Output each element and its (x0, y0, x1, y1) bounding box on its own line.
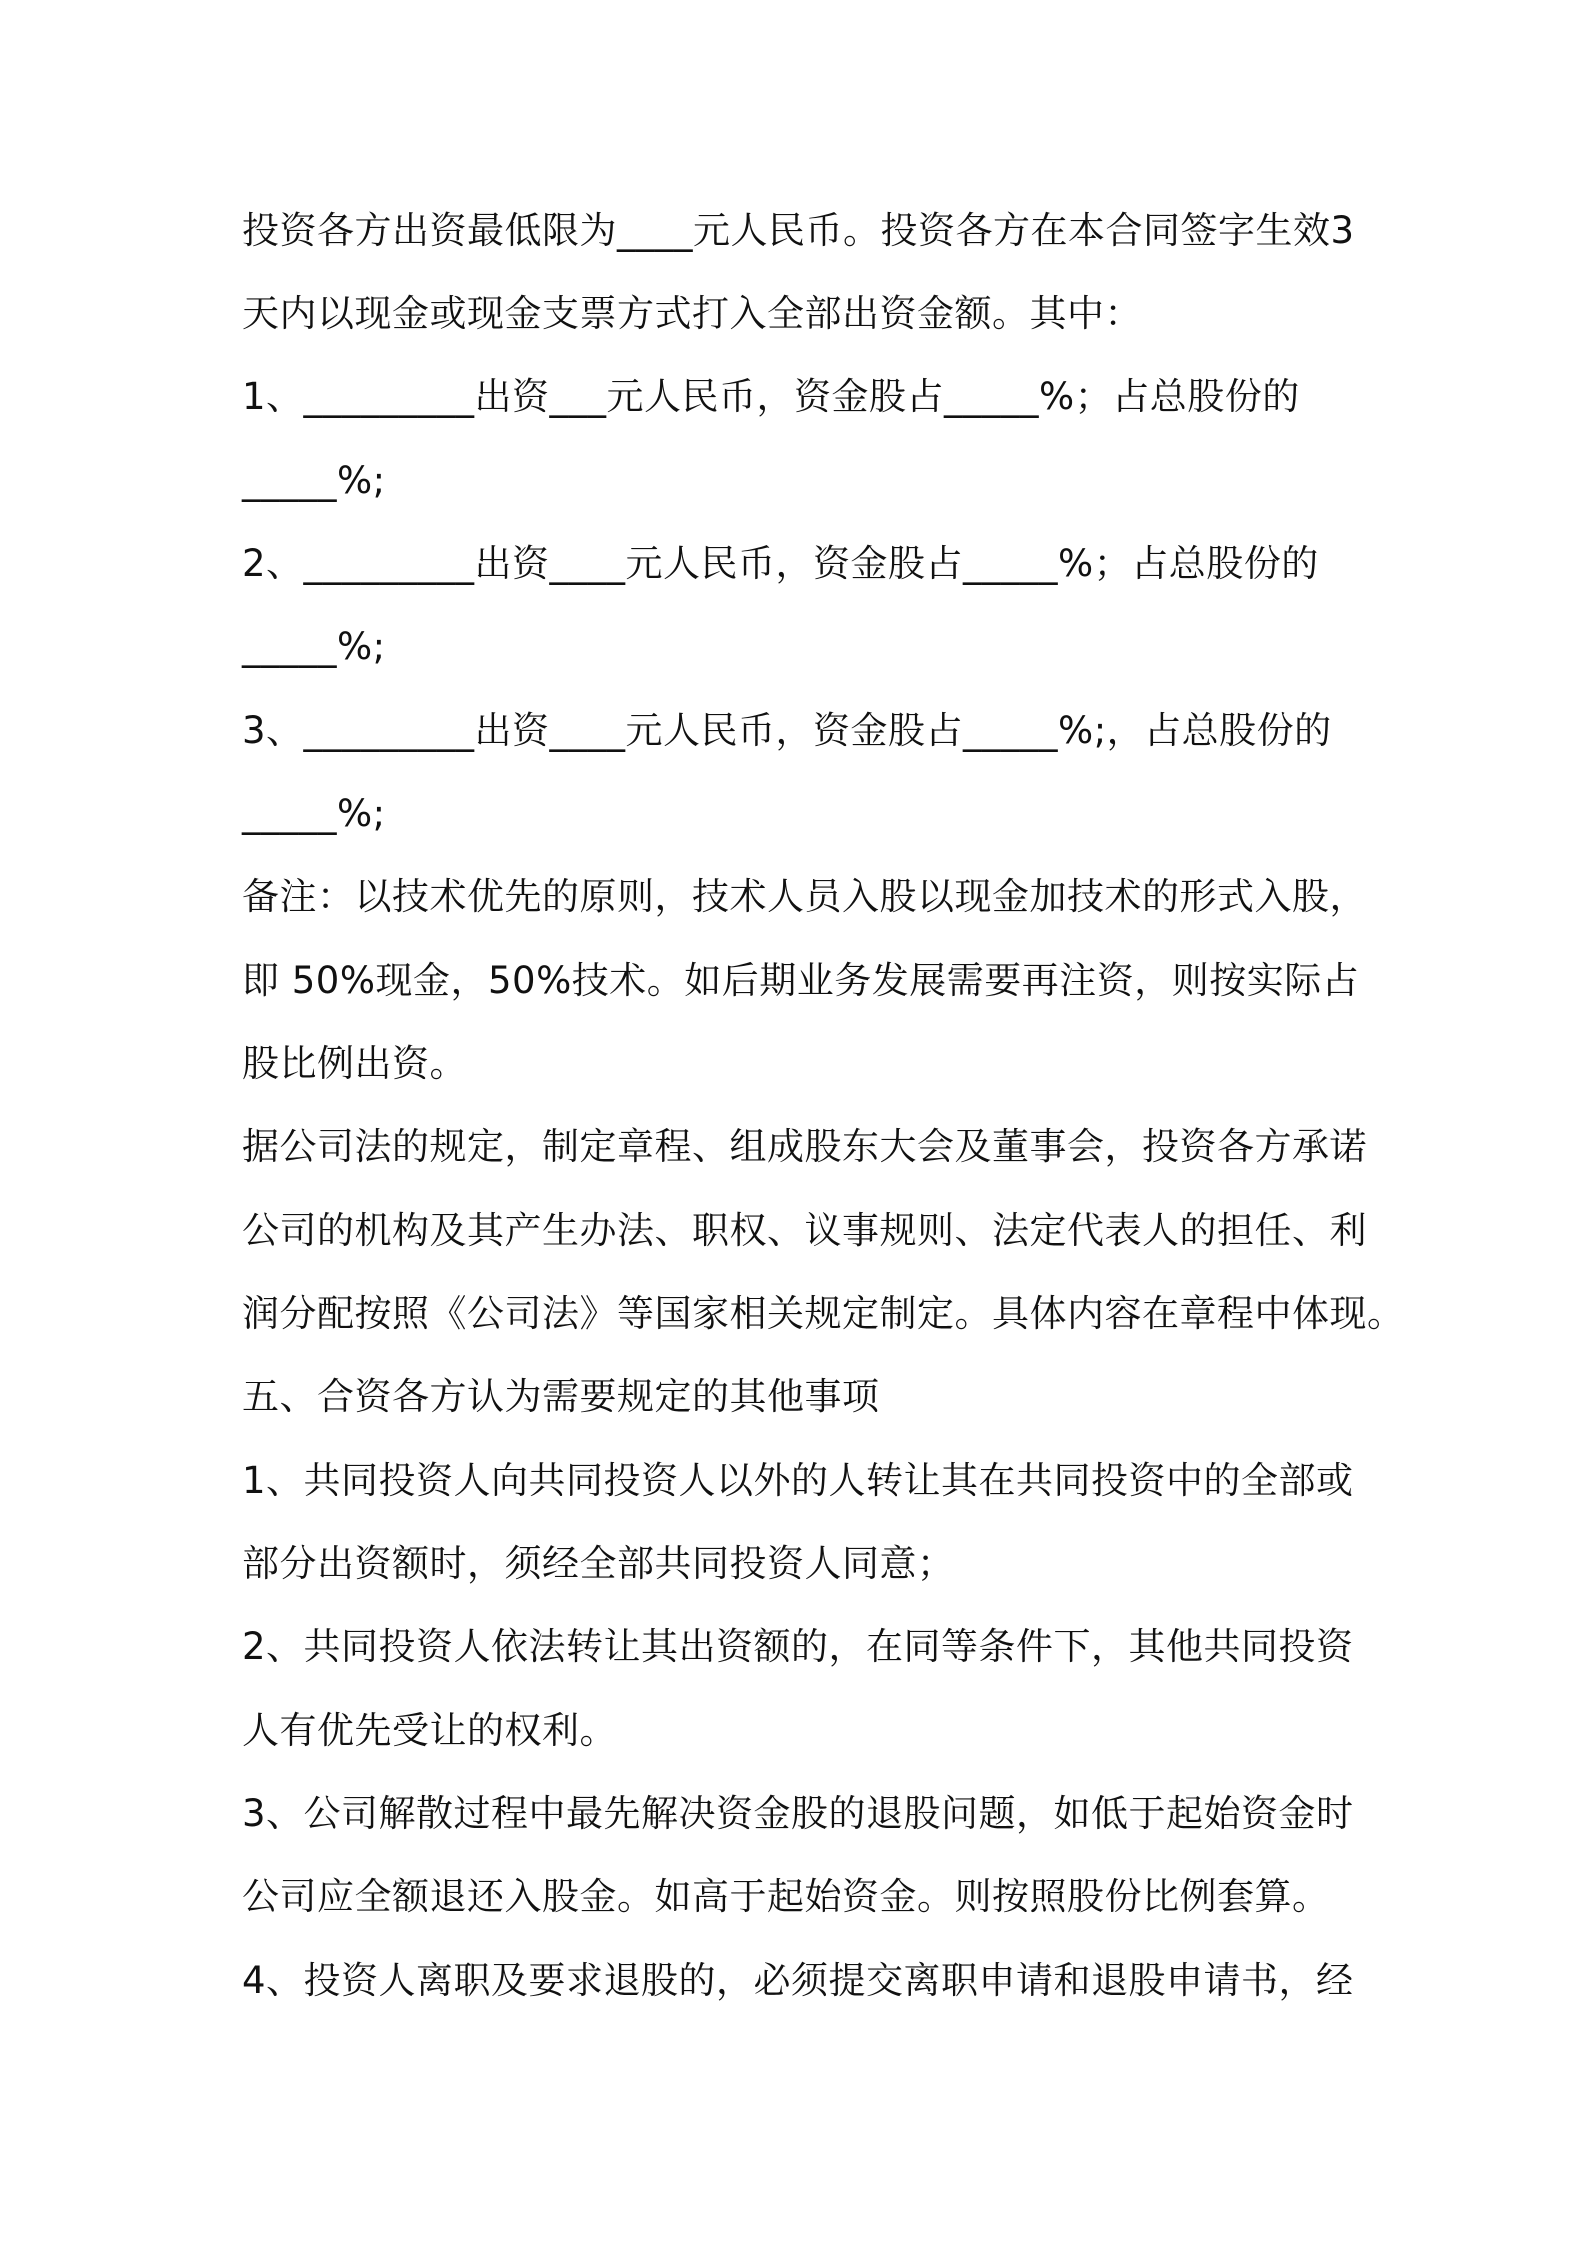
text-line: _____%; (242, 792, 386, 835)
text-line: 即 50%现金，50%技术。如后期业务发展需要再注资，则按实际占 (242, 959, 1360, 1002)
text-line: 公司应全额退还入股金。如高于起始资金。则按照股份比例套算。 (242, 1875, 1330, 1918)
text-line: 1、共同投资人向共同投资人以外的人转让其在共同投资中的全部或 (242, 1459, 1354, 1502)
text-line: _____%; (242, 459, 386, 502)
text-line: 2、共同投资人依法转让其出资额的，在同等条件下，其他共同投资 (242, 1625, 1354, 1668)
text-line: 据公司法的规定，制定章程、组成股东大会及董事会，投资各方承诺 (242, 1125, 1367, 1168)
text-line: 3、公司解散过程中最先解决资金股的退股问题，如低于起始资金时 (242, 1792, 1354, 1835)
text-line: 投资各方出资最低限为____元人民币。投资各方在本合同签字生效3 (242, 209, 1355, 252)
text-line: 3、_________出资____元人民币，资金股占_____%;，占总股份的 (242, 709, 1332, 752)
text-line: 润分配按照《公司法》等国家相关规定制定。具体内容在章程中体现。 (242, 1292, 1405, 1335)
text-line: 1、_________出资___元人民币，资金股占_____%；占总股份的 (242, 375, 1300, 418)
text-line: 部分出资额时，须经全部共同投资人同意； (242, 1542, 955, 1585)
text-line: 4、投资人离职及要求退股的，必须提交离职申请和退股申请书，经 (242, 1959, 1354, 2002)
text-line: 备注：以技术优先的原则，技术人员入股以现金加技术的形式入股， (242, 875, 1367, 918)
text-line: _____%; (242, 625, 386, 668)
section-heading: 五、合资各方认为需要规定的其他事项 (242, 1375, 880, 1418)
text-line: 天内以现金或现金支票方式打入全部出资金额。其中： (242, 292, 1142, 335)
text-line: 公司的机构及其产生办法、职权、议事规则、法定代表人的担任、利 (242, 1209, 1367, 1252)
text-line: 2、_________出资____元人民币，资金股占_____%；占总股份的 (242, 542, 1319, 585)
text-line: 人有优先受让的权利。 (242, 1709, 617, 1752)
text-line: 股比例出资。 (242, 1042, 467, 1085)
